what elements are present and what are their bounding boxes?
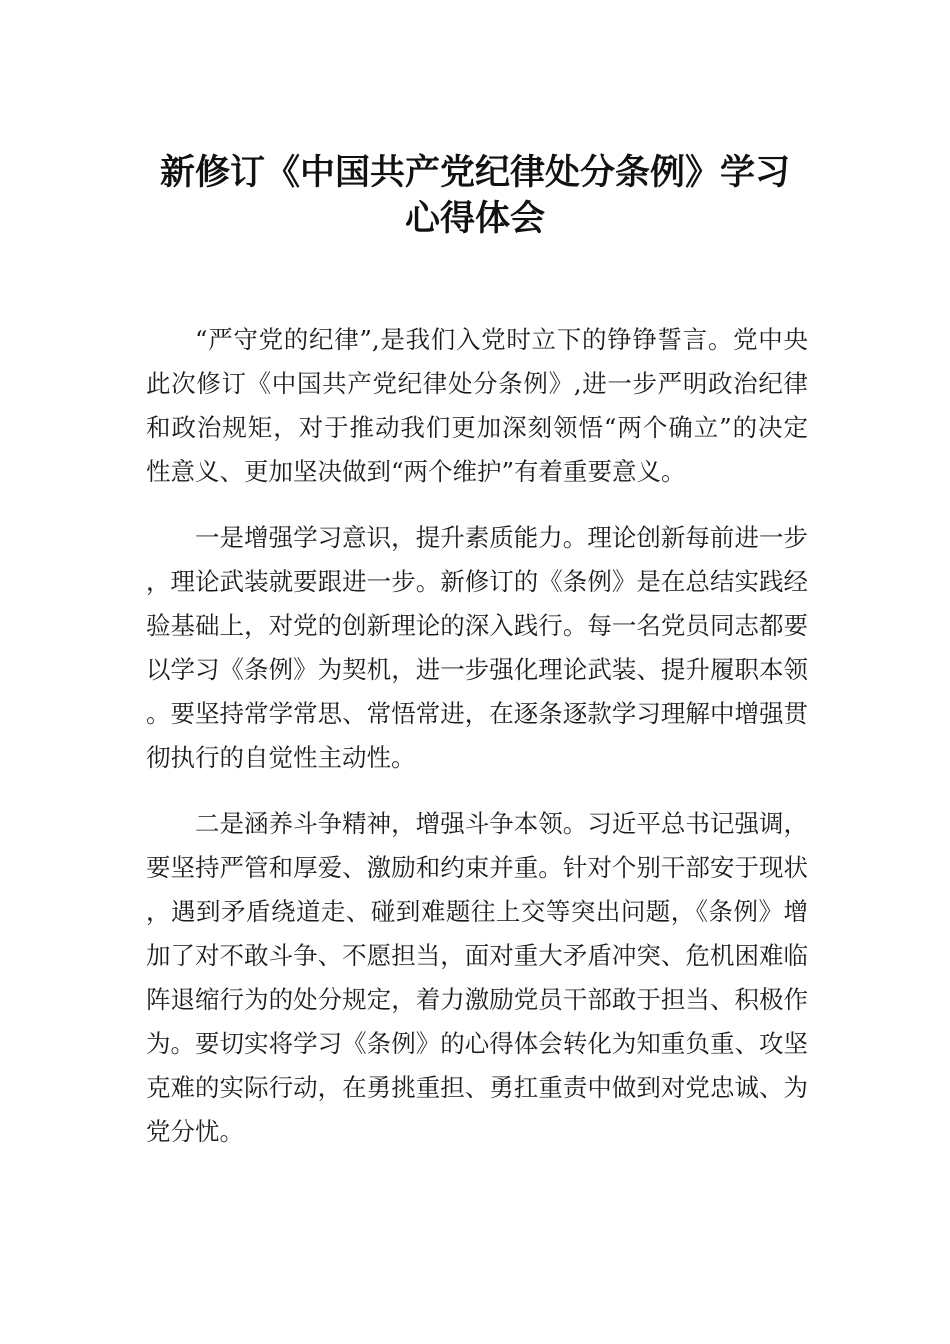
document-title-line-2: 心得体会 <box>404 199 545 239</box>
document-body <box>146 318 808 1176</box>
paragraph-point-two: 二是涵养斗争精神，增强斗争本领。习近平总书记强调，要坚持严管和厚爱、激励和约束并重。针对个别干部安于现状，遇到矛盾绕道走、碰到难题往上交等突出问题，《条例》增加了对不敢斗争、不愿担当，面对重大矛盾冲突、危机困难临阵退缩行为的处分规定，着力激励党员干部敢于担当、积极作为。要切实将学习《条例》的心得体会转化为知重负重、攻坚克难的实际行动，在勇挑重担、勇扛重责中做到对党忠诚、为党分忧。 <box>146 809 808 1146</box>
document-title-line-1: 新修订《中国共产党纪律处分条例》学习 <box>159 153 790 193</box>
paragraph-point-one: 一是增强学习意识，提升素质能力。理论创新每前进一步，理论武装就要跟进一步。新修订的《条例》是在总结实践经验基础上，对党的创新理论的深入践行。每一名党员同志都要以学习《条例》为契机，进一步强化理论武装、提升履职本领。要坚持常学常思、常悟常进，在逐条逐款学习理解中增强贯彻执行的自觉性主动性。 <box>146 523 808 772</box>
paragraph-intro: “严守党的纪律”,是我们入党时立下的铮铮誓言。党中央此次修订《中国共产党纪律处分条例》,进一步严明政治纪律和政治规矩，对于推动我们更加深刻领悟“两个确立”的决定性意义、更加坚决做到“两个维护”有着重要意义。 <box>146 325 808 486</box>
